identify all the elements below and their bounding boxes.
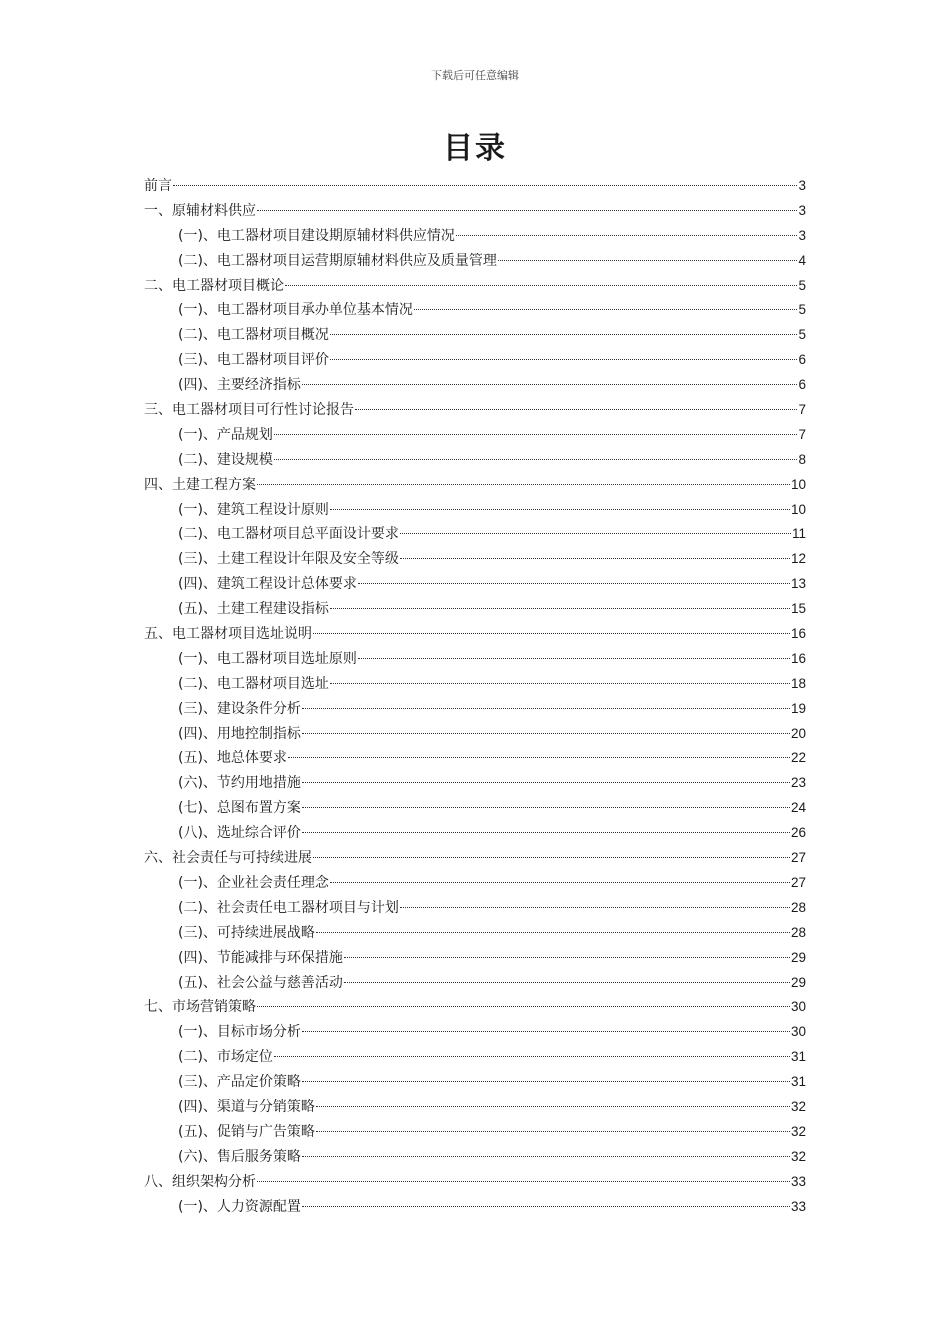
toc-entry-page-number: 29 (790, 974, 806, 990)
toc-entry[interactable] (144, 423, 806, 448)
toc-dot-leader (173, 185, 797, 186)
toc-entry-page-number: 5 (798, 302, 806, 318)
toc-entry-page-number: 28 (790, 924, 806, 940)
toc-entry[interactable] (144, 398, 806, 423)
toc-dot-leader (257, 1006, 790, 1007)
toc-entry[interactable] (144, 1170, 806, 1195)
toc-entry[interactable] (144, 871, 806, 896)
toc-entry-label: (一)、人力资源配置 (178, 1198, 301, 1215)
toc-entry-label: (四)、渠道与分销策略 (178, 1098, 315, 1115)
toc-entry[interactable] (144, 1195, 806, 1220)
toc-dot-leader (355, 409, 797, 410)
toc-entry-page-number: 32 (790, 1098, 806, 1114)
toc-entry-page-number: 13 (790, 576, 806, 592)
toc-entry-label: (三)、电工器材项目评价 (178, 352, 329, 369)
toc-entry[interactable] (144, 796, 806, 821)
toc-dot-leader (274, 1056, 790, 1057)
toc-entry-page-number: 30 (790, 1024, 806, 1040)
toc-entry[interactable] (144, 846, 806, 871)
toc-entry[interactable] (144, 498, 806, 523)
toc-entry[interactable] (144, 697, 806, 722)
toc-entry[interactable] (144, 896, 806, 921)
toc-entry-page-number: 7 (798, 402, 806, 418)
toc-entry-page-number: 3 (798, 227, 806, 243)
toc-entry-label: 一、原辅材料供应 (144, 202, 256, 219)
toc-dot-leader (400, 558, 790, 559)
toc-dot-leader (302, 782, 790, 783)
toc-entry-label: (五)、社会公益与慈善活动 (178, 974, 343, 991)
toc-entry-label: (五)、土建工程建设指标 (178, 601, 329, 618)
toc-entry-page-number: 4 (798, 252, 806, 268)
toc-entry-page-number: 16 (790, 650, 806, 666)
toc-entry-page-number: 30 (790, 999, 806, 1015)
toc-entry-page-number: 24 (790, 800, 806, 816)
toc-entry[interactable] (144, 224, 806, 249)
toc-entry[interactable] (144, 572, 806, 597)
toc-entry-page-number: 18 (790, 675, 806, 691)
toc-entry-label: (四)、主要经济指标 (178, 377, 301, 394)
toc-entry-label: 八、组织架构分析 (144, 1173, 256, 1190)
toc-entry-label: (二)、社会责任电工器材项目与计划 (178, 899, 399, 916)
toc-entry-page-number: 28 (790, 899, 806, 915)
toc-entry[interactable] (144, 199, 806, 224)
toc-entry-label: (二)、建设规模 (178, 451, 273, 468)
toc-entry-label: (一)、产品规划 (178, 426, 273, 443)
toc-entry[interactable] (144, 348, 806, 373)
toc-dot-leader (257, 1181, 790, 1182)
toc-entry-page-number: 31 (790, 1049, 806, 1065)
toc-dot-leader (414, 309, 798, 310)
toc-dot-leader (274, 459, 798, 460)
toc-entry-page-number: 5 (798, 277, 806, 293)
toc-dot-leader (316, 1131, 790, 1132)
toc-entry-page-number: 11 (791, 526, 806, 542)
toc-entry-page-number: 22 (790, 750, 806, 766)
toc-entry-label: 三、电工器材项目可行性讨论报告 (144, 402, 354, 419)
toc-entry-page-number: 33 (790, 1173, 806, 1189)
toc-entry-label: (六)、节约用地措施 (178, 775, 301, 792)
toc-entry-page-number: 10 (790, 501, 806, 517)
toc-entry-page-number: 33 (790, 1198, 806, 1214)
toc-entry-label: (三)、可持续进展战略 (178, 924, 315, 941)
toc-dot-leader (498, 260, 798, 261)
toc-dot-leader (330, 509, 790, 510)
toc-dot-leader (330, 359, 798, 360)
toc-entry-page-number: 31 (790, 1074, 806, 1090)
toc-entry[interactable] (144, 522, 806, 547)
toc-entry[interactable] (144, 971, 806, 996)
toc-dot-leader (257, 484, 790, 485)
toc-entry-label: (二)、电工器材项目选址 (178, 675, 329, 692)
toc-entry-label: 六、社会责任与可持续进展 (144, 850, 312, 867)
toc-entry-label: (三)、土建工程设计年限及安全等级 (178, 551, 399, 568)
toc-entry[interactable] (144, 995, 806, 1020)
toc-entry[interactable] (144, 448, 806, 473)
toc-entry-page-number: 27 (790, 874, 806, 890)
toc-entry-page-number: 27 (790, 850, 806, 866)
table-of-contents (144, 174, 806, 1219)
toc-dot-leader (400, 533, 791, 534)
toc-entry-label: (四)、建筑工程设计总体要求 (178, 576, 357, 593)
toc-dot-leader (302, 832, 790, 833)
toc-dot-leader (330, 608, 790, 609)
toc-entry-page-number: 6 (798, 377, 806, 393)
toc-entry-page-number: 20 (790, 725, 806, 741)
toc-entry-label: (一)、企业社会责任理念 (178, 874, 329, 891)
toc-entry-page-number: 12 (790, 551, 806, 567)
toc-entry-page-number: 3 (798, 202, 806, 218)
toc-dot-leader (302, 384, 798, 385)
toc-entry[interactable] (144, 746, 806, 771)
toc-dot-leader (257, 210, 797, 211)
toc-entry[interactable] (144, 323, 806, 348)
toc-entry-page-number: 26 (790, 825, 806, 841)
toc-entry[interactable] (144, 249, 806, 274)
toc-entry-label: (五)、地总体要求 (178, 750, 287, 767)
toc-dot-leader (302, 1206, 790, 1207)
header-note: 下载后可任意编辑 (431, 69, 519, 82)
toc-entry[interactable] (144, 174, 806, 199)
toc-dot-leader (313, 857, 790, 858)
toc-entry[interactable] (144, 597, 806, 622)
toc-entry[interactable] (144, 1045, 806, 1070)
toc-entry[interactable] (144, 547, 806, 572)
toc-entry-label: 四、土建工程方案 (144, 476, 256, 493)
toc-dot-leader (330, 683, 790, 684)
page-title: 目录 (443, 131, 507, 166)
toc-entry[interactable] (144, 622, 806, 647)
toc-entry-page-number: 5 (798, 327, 806, 343)
toc-dot-leader (400, 907, 790, 908)
toc-entry-label: 五、电工器材项目选址说明 (144, 626, 312, 643)
toc-dot-leader (302, 1081, 790, 1082)
toc-entry-page-number: 15 (790, 601, 806, 617)
toc-entry-label: (二)、电工器材项目运营期原辅材料供应及质量管理 (178, 252, 497, 269)
toc-dot-leader (358, 658, 790, 659)
toc-entry[interactable] (144, 647, 806, 672)
toc-dot-leader (302, 708, 790, 709)
toc-entry-label: (三)、建设条件分析 (178, 700, 301, 717)
toc-entry-label: (八)、选址综合评价 (178, 825, 301, 842)
toc-entry[interactable] (144, 1120, 806, 1145)
toc-entry[interactable] (144, 921, 806, 946)
toc-entry-label: (四)、用地控制指标 (178, 725, 301, 742)
toc-entry[interactable] (144, 1095, 806, 1120)
toc-entry[interactable] (144, 373, 806, 398)
toc-entry-page-number: 29 (790, 949, 806, 965)
toc-entry[interactable] (144, 473, 806, 498)
toc-dot-leader (288, 757, 790, 758)
toc-entry-label: (二)、电工器材项目总平面设计要求 (178, 526, 399, 543)
toc-entry[interactable] (144, 1070, 806, 1095)
toc-entry-label: (四)、节能减排与环保措施 (178, 949, 343, 966)
toc-entry-page-number: 7 (798, 426, 806, 442)
toc-entry-label: (一)、电工器材项目选址原则 (178, 650, 357, 667)
toc-dot-leader (330, 882, 790, 883)
toc-dot-leader (274, 434, 798, 435)
toc-dot-leader (316, 1106, 790, 1107)
toc-entry-label: (七)、总图布置方案 (178, 800, 301, 817)
toc-entry-page-number: 19 (790, 700, 806, 716)
toc-entry-page-number: 8 (798, 451, 806, 467)
toc-dot-leader (330, 334, 798, 335)
toc-entry[interactable] (144, 821, 806, 846)
toc-entry[interactable] (144, 1145, 806, 1170)
toc-entry-label: (六)、售后服务策略 (178, 1148, 301, 1165)
toc-entry[interactable] (144, 298, 806, 323)
toc-entry-page-number: 10 (790, 476, 806, 492)
toc-entry-page-number: 6 (798, 352, 806, 368)
toc-entry[interactable] (144, 771, 806, 796)
toc-dot-leader (302, 1031, 790, 1032)
toc-entry-label: 二、电工器材项目概论 (144, 277, 284, 294)
toc-dot-leader (316, 932, 790, 933)
toc-dot-leader (344, 982, 790, 983)
toc-entry[interactable] (144, 1020, 806, 1045)
toc-entry-page-number: 3 (798, 178, 806, 193)
toc-dot-leader (285, 285, 797, 286)
toc-entry-page-number: 32 (790, 1148, 806, 1164)
toc-entry-label: (一)、目标市场分析 (178, 1024, 301, 1041)
toc-dot-leader (456, 235, 798, 236)
toc-entry[interactable] (144, 274, 806, 299)
toc-dot-leader (302, 807, 790, 808)
toc-dot-leader (358, 583, 790, 584)
toc-entry-label: (一)、电工器材项目承办单位基本情况 (178, 302, 413, 319)
toc-entry-label: 七、市场营销策略 (144, 999, 256, 1016)
toc-entry[interactable] (144, 672, 806, 697)
toc-dot-leader (344, 957, 790, 958)
toc-entry-label: (三)、产品定价策略 (178, 1074, 301, 1091)
toc-entry-label: (二)、市场定位 (178, 1049, 273, 1066)
toc-entry-page-number: 32 (790, 1123, 806, 1139)
toc-entry-label: (一)、建筑工程设计原则 (178, 501, 329, 518)
toc-entry-label: (一)、电工器材项目建设期原辅材料供应情况 (178, 227, 455, 244)
toc-dot-leader (313, 633, 790, 634)
toc-entry[interactable] (144, 946, 806, 971)
toc-entry-page-number: 16 (790, 626, 806, 642)
toc-dot-leader (302, 1156, 790, 1157)
toc-entry-label: (二)、电工器材项目概况 (178, 327, 329, 344)
toc-entry-label: (五)、促销与广告策略 (178, 1123, 315, 1140)
toc-entry-label: 前言 (144, 178, 172, 194)
toc-entry[interactable] (144, 722, 806, 747)
toc-dot-leader (302, 733, 790, 734)
toc-entry-page-number: 23 (790, 775, 806, 791)
